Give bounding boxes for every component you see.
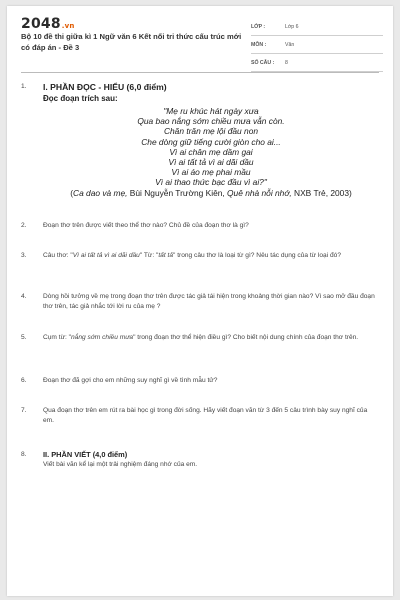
meta-value: 8 bbox=[285, 59, 288, 66]
question-text: Viết bài văn kể lại một trải nghiệm đáng nhớ của em. bbox=[43, 461, 198, 468]
question-4 bbox=[21, 292, 379, 312]
poem-line: "Mẹ ru khúc hát ngày xưa bbox=[163, 106, 259, 116]
meta-row-class bbox=[251, 18, 383, 36]
q5-text-a: Cụm từ: " bbox=[43, 334, 72, 341]
q5-text-c: " trong đoạn thơ thể hiện điều gì? Cho biết nội dung chính của đoạn thơ trên. bbox=[133, 334, 359, 341]
reading-instruction: Đọc đoạn trích sau: bbox=[43, 94, 118, 103]
header-divider bbox=[21, 72, 379, 73]
question-number: 5. bbox=[21, 334, 27, 341]
meta-value: Lớp 6 bbox=[285, 23, 299, 30]
exam-page bbox=[7, 6, 393, 596]
meta-label: MÔN : bbox=[251, 41, 267, 48]
q3-text-a: Câu thơ: " bbox=[43, 252, 73, 259]
poem-line: Vì ai áo mẹ phai mầu bbox=[171, 167, 251, 178]
cite-source: Quê nhà nỗi nhớ, bbox=[227, 187, 292, 198]
question-text: Đoạn thơ đã gợi cho em những suy nghĩ gì về tình mẫu tử? bbox=[43, 377, 218, 384]
question-7 bbox=[21, 406, 379, 426]
question-text bbox=[43, 251, 379, 261]
q3-text-e: " trong câu thơ là loại từ gì? Nêu tác dụng của từ loại đó? bbox=[173, 252, 341, 259]
meta-row-question-count bbox=[251, 54, 383, 72]
poem-line: Vì ai chân mẹ dầm gai bbox=[169, 146, 253, 157]
exam-meta-table bbox=[251, 18, 383, 72]
question-number: 2. bbox=[21, 222, 27, 229]
logo-tld: .vn bbox=[61, 22, 75, 30]
q5-quote-phrase: nắng sớm chiều mưa bbox=[71, 334, 134, 341]
cite-publisher: NXB Trẻ, 2003) bbox=[291, 187, 352, 198]
poem-line: Chăn trăn mẹ lội đầu non bbox=[163, 126, 259, 137]
question-8 bbox=[21, 450, 379, 470]
document-title: Bộ 10 đề thi giữa kì 1 Ngữ văn 6 Kết nối tri thức cấu trúc mới có đáp án - Đề 3 bbox=[21, 32, 242, 52]
poem-line: Vì ai tất tả vì ai dãi dầu bbox=[168, 157, 254, 168]
q3-quote-word: tất tả bbox=[158, 252, 174, 259]
question-3 bbox=[21, 251, 379, 261]
question-text: Đoạn thơ trên được viết theo thể thơ nào? Chủ đề của đoạn thơ là gì? bbox=[43, 222, 249, 229]
question-number: 3. bbox=[21, 252, 27, 259]
question-6 bbox=[21, 376, 379, 386]
section-title-reading: I. PHẦN ĐỌC - HIỂU (6,0 điểm) bbox=[43, 82, 167, 92]
cite-open: ( bbox=[70, 187, 74, 198]
question-number: 1. bbox=[21, 83, 27, 90]
section-title-writing: II. PHẦN VIẾT (4,0 điểm) bbox=[43, 450, 128, 459]
question-number: 6. bbox=[21, 377, 27, 384]
question-text bbox=[43, 333, 379, 343]
cite-author: Bùi Nguyễn Trường Kiên, bbox=[127, 187, 228, 198]
poem-line: Che dòng giữ tiếng cười giòn cho ai... bbox=[141, 136, 281, 147]
question-number: 8. bbox=[21, 451, 27, 458]
q3-text-c: " Từ: " bbox=[139, 252, 159, 259]
question-number: 4. bbox=[21, 293, 27, 300]
question-5 bbox=[21, 333, 379, 343]
cite-title: Ca dao và mẹ, bbox=[73, 187, 128, 198]
question-2 bbox=[21, 221, 379, 231]
question-text: Dòng hồi tưởng về mẹ trong đoạn thơ trên được tác giả tái hiện trong khoảng thời gian nào? Vì sao mở đầu đoạn thơ trên, tác giả nhắc tới lời ru của mẹ ? bbox=[43, 293, 375, 310]
meta-label: SỐ CÂU : bbox=[251, 59, 275, 66]
poem-excerpt bbox=[43, 106, 379, 198]
poem-citation bbox=[43, 188, 379, 198]
question-number: 7. bbox=[21, 407, 27, 414]
meta-row-subject bbox=[251, 36, 383, 54]
page-header bbox=[7, 6, 393, 68]
logo-text: 2048 bbox=[21, 16, 61, 32]
poem-line: Qua bao nắng sớm chiều mưa vẫn còn. bbox=[137, 116, 285, 127]
poem-line: Vì ai thao thức bạc đầu vì ai?" bbox=[155, 177, 267, 188]
meta-value: Văn bbox=[285, 41, 295, 48]
q3-quote-verse: Vì ai tất tả vì ai dãi dầu bbox=[72, 252, 140, 259]
meta-label: LỚP : bbox=[251, 23, 266, 30]
question-text: Qua đoạn thơ trên em rút ra bài học gì trong đời sống. Hãy viết đoạn văn từ 3 đến 5 câu trình bày suy nghĩ của em. bbox=[43, 407, 368, 424]
site-logo[interactable] bbox=[21, 16, 75, 32]
question-1 bbox=[21, 82, 379, 198]
